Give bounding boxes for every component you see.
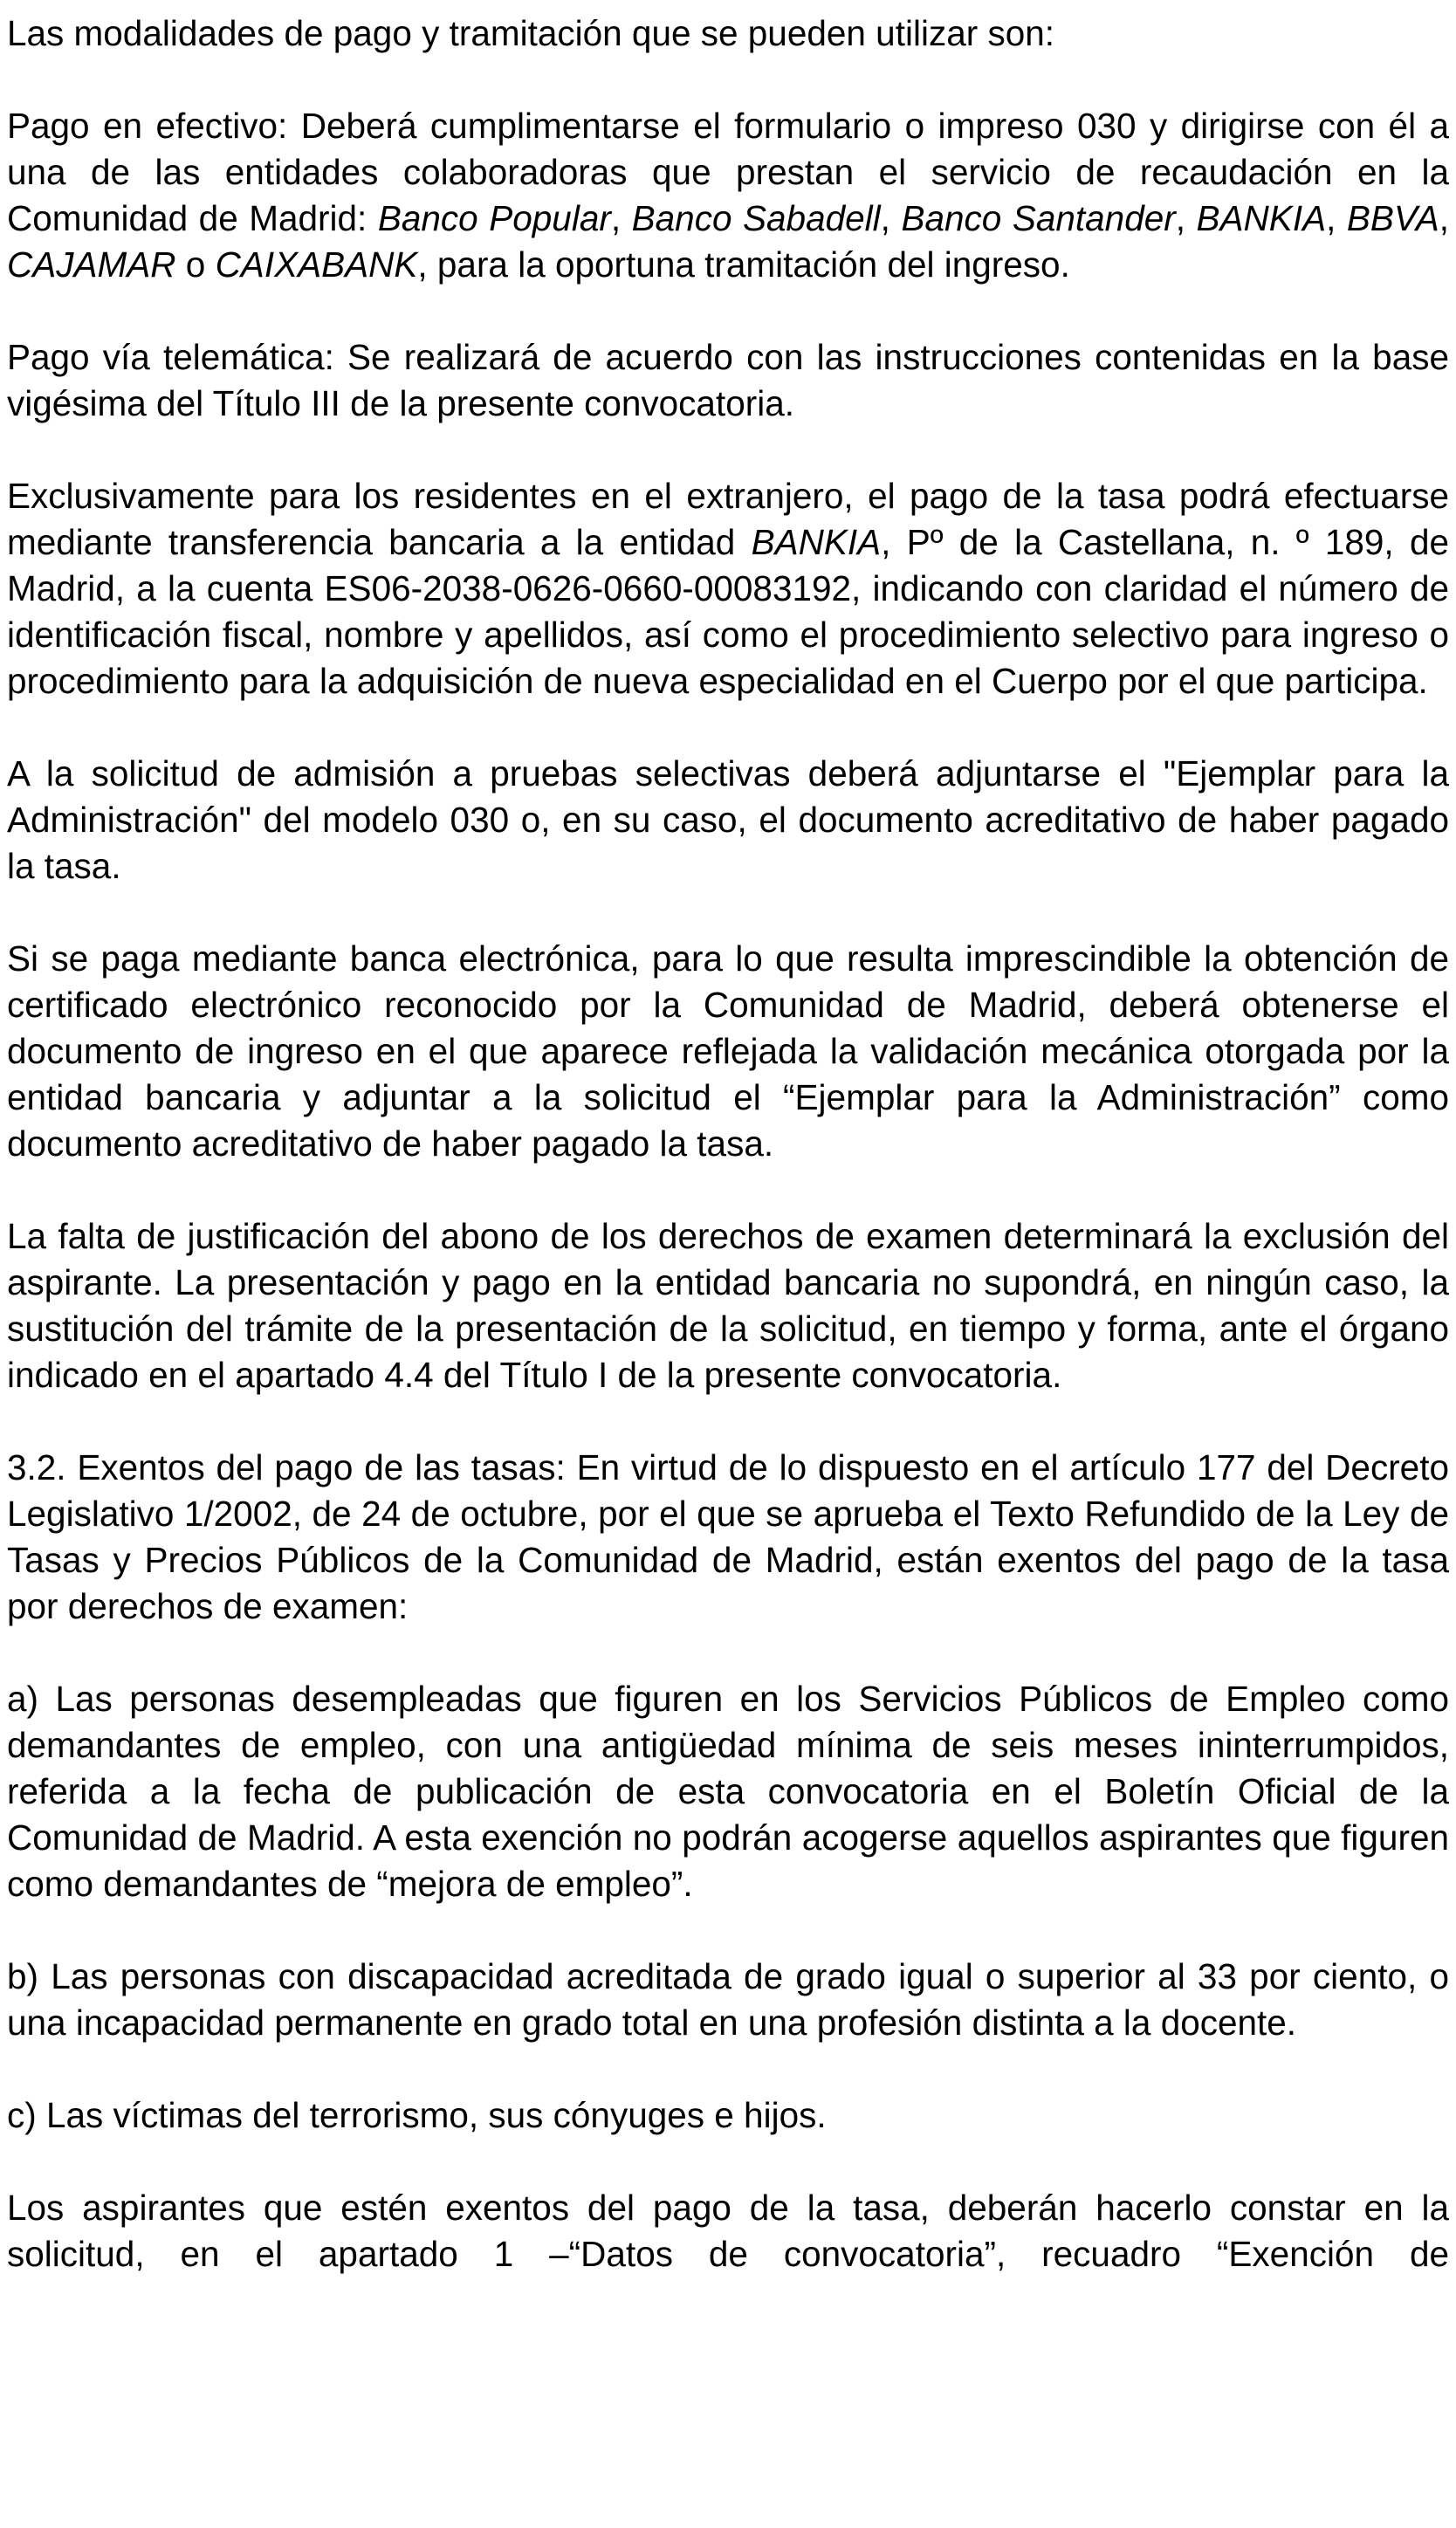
solicitud-paragraph: A la solicitud de admisión a pruebas selectivas deberá adjuntarse el "Ejemplar para la Administración" del modelo 030 o, en su caso, el documento acreditativo de haber pagado la tasa.	[7, 753, 1449, 886]
bank-popular: Banco Popular	[377, 198, 611, 238]
separator: ,	[1326, 198, 1347, 238]
efectivo-paragraph	[7, 103, 1449, 288]
bank-bankia: BANKIA	[1196, 198, 1327, 238]
telematica-paragraph: Pago vía telemática: Se realizará de acuerdo con las instrucciones contenidas en la base vigésima del Título III de la presente convocatoria.	[7, 337, 1449, 423]
bank-bankia: BANKIA	[751, 522, 882, 562]
intro-paragraph: Las modalidades de pago y tramitación que se pueden utilizar son:	[7, 13, 1055, 53]
separator: ,	[610, 198, 632, 238]
extranjero-lead: Exclusivamente para los residentes en el extranjero, el pago de la tasa podrá efectuarse mediante transferencia bancaria a la entidad	[7, 476, 1449, 562]
item-c-paragraph: c) Las víctimas del terrorismo, sus cónyuges e hijos.	[7, 2095, 827, 2135]
bank-caixabank: CAIXABANK	[215, 244, 418, 285]
exentos-paragraph: 3.2. Exentos del pago de las tasas: En virtud de lo dispuesto en el artículo 177 del Decreto Legislativo 1/2002, de 24 de octubre, por el que se aprueba el Texto Refundido de la Ley de Tasas y Precios Públicos de la Comunidad de Madrid, están exentos del pago de la tasa por derechos de examen:	[7, 1447, 1449, 1626]
separator: o	[175, 244, 216, 285]
bank-bbva: BBVA	[1346, 198, 1439, 238]
separator: ,	[1175, 198, 1197, 238]
item-a-paragraph: a) Las personas desempleadas que figuren en los Servicios Públicos de Empleo como demandantes de empleo, con una antigüedad mínima de seis meses ininterrumpidos, referida a la fecha de publicación de esta convocatoria en el Boletín Oficial de la Comunidad de Madrid. A esta exención no podrán acogerse aquellos aspirantes que figuren como demandantes de “mejora de empleo”.	[7, 1679, 1449, 1904]
efectivo-lead: Pago en efectivo: Deberá cumplimentarse el formulario o impreso 030 y dirigirse con él a una de las entidades colaboradoras que prestan el servicio de recaudación en la Comunidad de Madrid:	[7, 106, 1449, 238]
bank-santander: Banco Santander	[901, 198, 1176, 238]
bank-sabadell: Banco Sabadell	[631, 198, 881, 238]
falta-paragraph: La falta de justificación del abono de los derechos de examen determinará la exclusión del aspirante. La presentación y pago en la entidad bancaria no supondrá, en ningún caso, la sustitución del trámite de la presentación de la solicitud, en tiempo y forma, ante el órgano indicado en el apartado 4.4 del Título I de la presente convocatoria.	[7, 1216, 1449, 1395]
separator: ,	[1439, 198, 1449, 238]
item-b-paragraph: b) Las personas con discapacidad acreditada de grado igual o superior al 33 por ciento, o una incapacidad permanente en grado total en una profesión distinta a la docente.	[7, 1956, 1449, 2043]
final-paragraph: Los aspirantes que estén exentos del pago de la tasa, deberán hacerlo constar en la solicitud, en el apartado 1 –“Datos de convocatoria”, recuadro “Exención de	[7, 2188, 1449, 2274]
bank-cajamar: CAJAMAR	[7, 244, 176, 285]
banca-paragraph: Si se paga mediante banca electrónica, para lo que resulta imprescindible la obtención de certificado electrónico reconocido por la Comunidad de Madrid, deberá obtenerse el documento de ingreso en el que aparece reflejada la validación mecánica otorgada por la entidad bancaria y adjuntar a la solicitud el “Ejemplar para la Administración” como documento acreditativo de haber pagado la tasa.	[7, 938, 1449, 1164]
extranjero-tail: , Pº de la Castellana, n. º 189, de Madrid, a la cuenta ES06-2038-0626-0660-00083192, indicando con claridad el número de identificación fiscal, nombre y apellidos, así como el procedimiento selectivo para ingreso o procedimiento para la adquisición de nueva especialidad en el Cuerpo por el que participa.	[7, 522, 1449, 701]
efectivo-tail: , para la oportuna tramitación del ingreso.	[417, 244, 1070, 285]
separator: ,	[880, 198, 902, 238]
extranjero-paragraph	[7, 473, 1449, 704]
